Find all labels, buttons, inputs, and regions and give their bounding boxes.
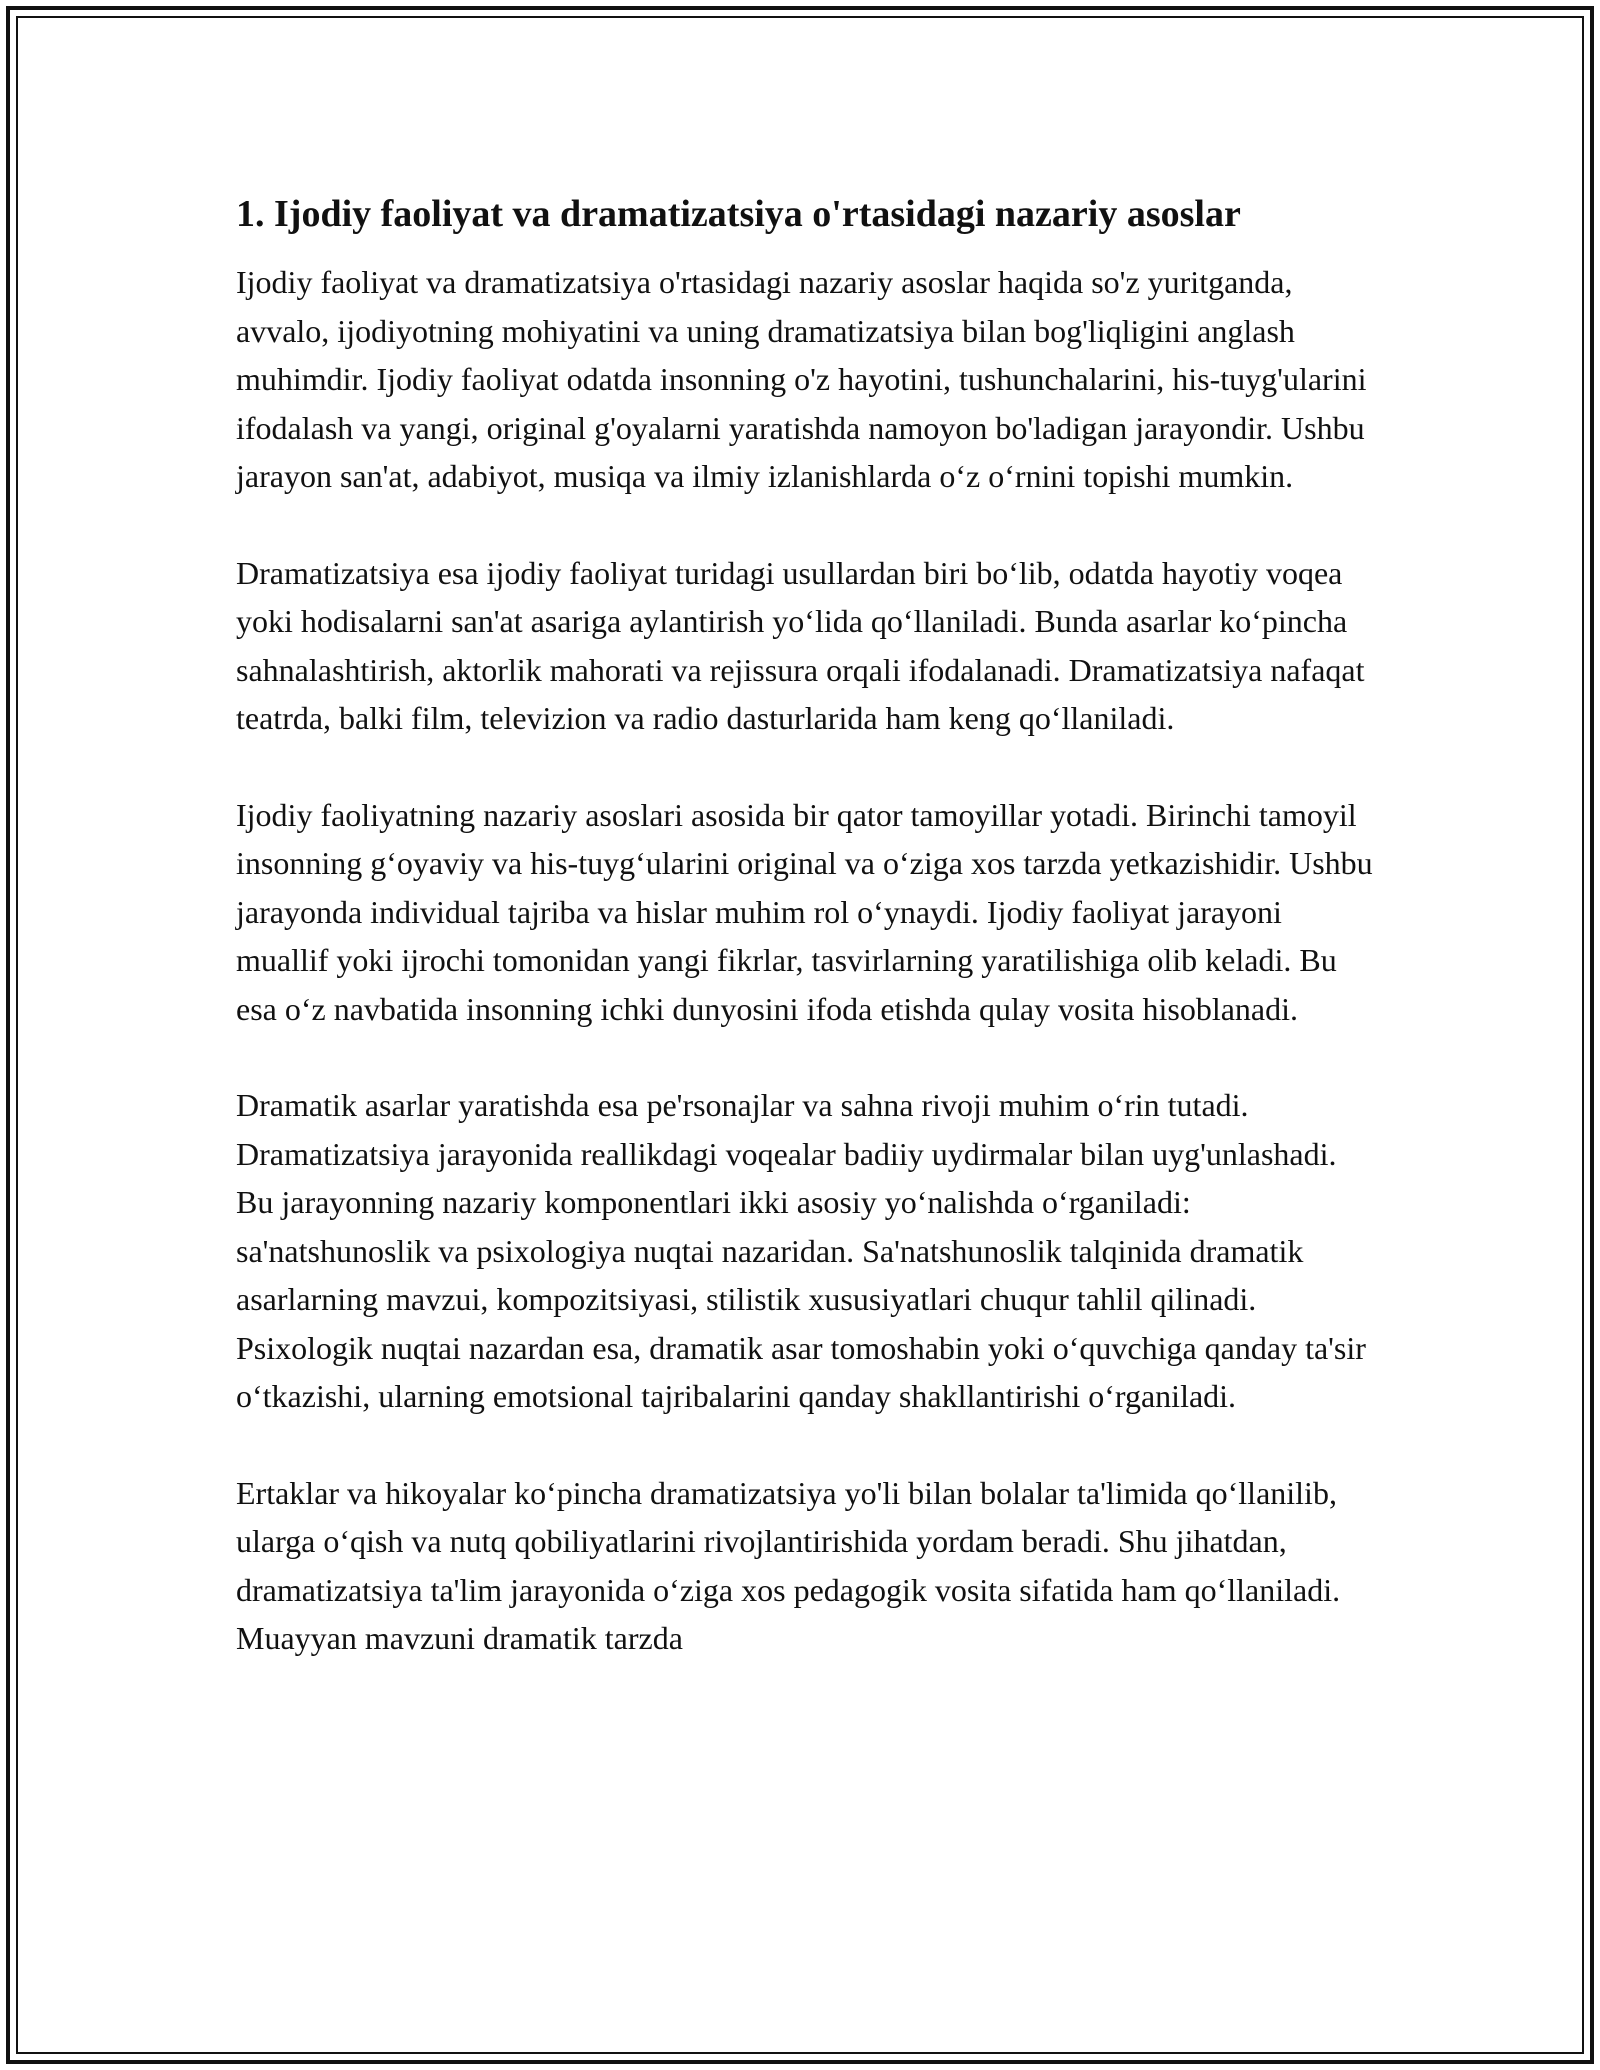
paragraph-2: Dramatizatsiya esa ijodiy faoliyat turidagi usullardan biri boʻlib, odatda hayotiy voqea yoki hodisalarni san'at asariga aylantirish yoʻlida qoʻllaniladi. Bunda asarlar koʻpincha sahnalashtirish, aktorlik mahorati va rejissura orqali ifodalanadi. Dramatizatsiya nafaqat teatrda, balki film, televizion va radio dasturlarida ham keng qoʻllaniladi. xyxy=(236,554,1365,736)
paragraph-3: Ijodiy faoliyatning nazariy asoslari asosida bir qator tamoyillar yotadi. Birinchi tamoyil insonning gʻoyaviy va his-tuygʻularini original va oʻziga xos tarzda yetkazishidir. Ushbu jarayonda individual tajriba va hislar muhim rol oʻynaydi. Ijodiy faoliyat jarayoni muallif yoki ijrochi tomonidan yangi fikrlar, tasvirlarning yaratilishiga olib keladi. Bu esa oʻz navbatida insonning ichki dunyosini ifoda etishda qulay vosita hisoblanadi. xyxy=(236,796,1373,1027)
paragraph-1: Ijodiy faoliyat va dramatizatsiya o'rtasidagi nazariy asoslar haqida so'z yuritganda, avvalo, ijodiyotning mohiyatini va uning dramatizatsiya bilan bog'liqligini anglash muhimdir. Ijodiy faoliyat odatda insonning o'z hayotini, tushunchalarini, his-tuyg'ularini ifodalash va yangi, original g'oyalarni yaratishda namoyon bo'ladigan jarayondir. Ushbu jarayon san'at, adabiyot, musiqa va ilmiy izlanishlarda oʻz oʻrnini topishi mumkin. xyxy=(236,264,1367,494)
section-heading: 1. Ijodiy faoliyat va dramatizatsiya o'rtasidagi nazariy asoslar xyxy=(236,193,1241,235)
paragraph-4: Dramatik asarlar yaratishda esa pe'rsonajlar va sahna rivoji muhim oʻrin tutadi. Dramatizatsiya jarayonida reallikdagi voqealar badiiy uydirmalar bilan uyg'unlashadi. Bu jarayonning nazariy komponentlari ikki asosiy yoʻnalishda oʻrganiladi: sa'natshunoslik va psixologiya nuqtai nazaridan. Sa'natshunoslik talqinida dramatik asarlarning mavzui, kompozitsiyasi, stilistik xususiyatlari chuqur tahlil qilinadi. Psixologik nuqtai nazardan esa, dramatik asar tomoshabin yoki oʻquvchiga qanday ta'sir oʻtkazishi, ularning emotsional tajribalarini qanday shakllantirishi oʻrganiladi. xyxy=(236,1087,1366,1414)
paragraph-5: Ertaklar va hikoyalar koʻpincha dramatizatsiya yo'li bilan bolalar ta'limida qoʻllanilib, ularga oʻqish va nutq qobiliyatlarini rivojlantirishida yordam beradi. Shu jihatdan, dramatizatsiya ta'lim jarayonida oʻziga xos pedagogik vosita sifatida ham qoʻllaniladi. Muayyan mavzuni dramatik tarzda xyxy=(236,1474,1341,1656)
document-body xyxy=(236,186,1376,1711)
